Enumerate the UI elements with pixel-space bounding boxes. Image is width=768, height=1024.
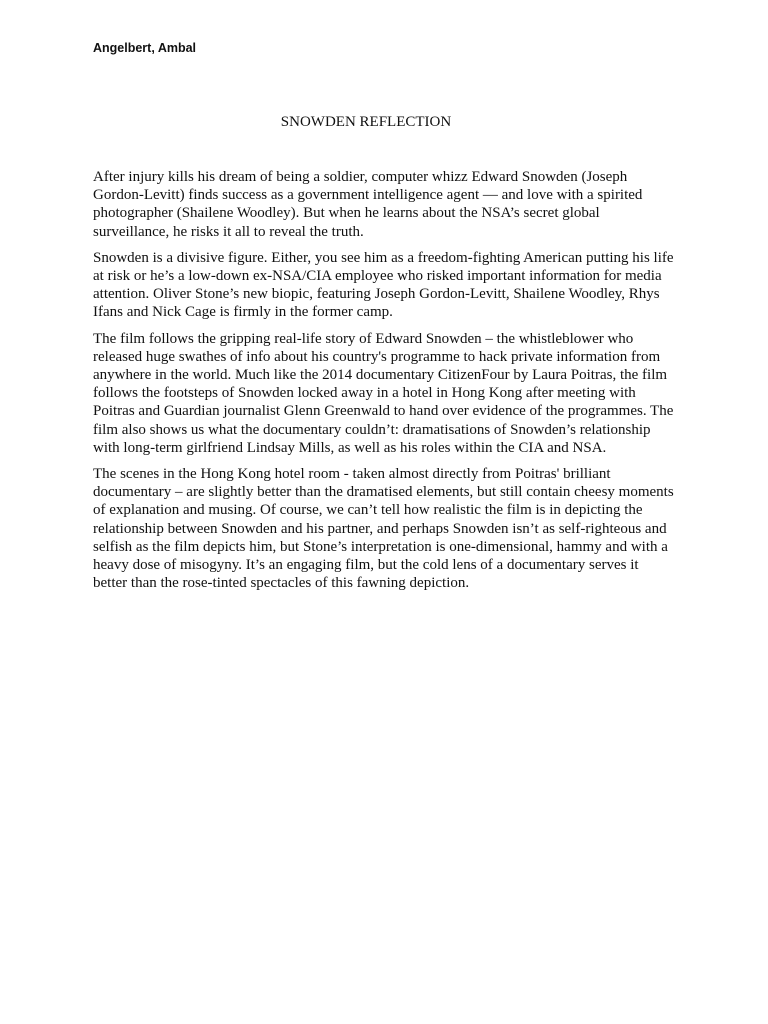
document-body [93, 168, 675, 600]
paragraph: Snowden is a divisive figure. Either, you see him as a freedom-fighting American putting his life at risk or he’s a low-down ex-NSA/CIA employee who risked important information for media attention. Oliver Stone’s new biopic, featuring Joseph Gordon-Levitt, Shailene Woodley, Rhys Ifans and Nick Cage is firmly in the former camp. [93, 249, 674, 321]
paragraph: The film follows the gripping real-life story of Edward Snowden – the whistleblower who released huge swathes of info about his country's programme to hack private information from anywhere in the world. Much like the 2014 documentary CitizenFour by Laura Poitras, the film follows the footsteps of Snowden locked away in a hotel in Hong Kong after meeting with Poitras and Guardian journalist Glenn Greenwald to hand over evidence of the programmes. The film also shows us what the documentary couldn’t: dramatisations of Snowden’s relationship with long-term girlfriend Lindsay Mills, as well as his roles within the CIA and NSA. [93, 330, 674, 456]
author-header: Angelbert, Ambal [93, 41, 197, 55]
paragraph: After injury kills his dream of being a soldier, computer whizz Edward Snowden (Joseph Gordon-Levitt) finds success as a government intelligence agent — and love with a spirited photographer (Shailene Woodley). But when he learns about the NSA’s secret global surveillance, he risks it all to reveal the truth. [93, 169, 643, 240]
page-title: SNOWDEN REFLECTION [280, 114, 452, 130]
paragraph: The scenes in the Hong Kong hotel room - taken almost directly from Poitras' brilliant documentary – are slightly better than the dramatised elements, but still contain cheesy moments of explanation and musing. Of course, we can’t tell how realistic the film is in depicting the relationship between Snowden and his partner, and perhaps Snowden isn’t as self-righteous and selfish as the film depicts him, but Stone’s interpretation is one-dimensional, hammy and with a heavy dose of misogyny. It’s an engaging film, but the cold lens of a documentary serves it better than the rose-tinted spectacles of this fawning depiction. [93, 466, 674, 592]
